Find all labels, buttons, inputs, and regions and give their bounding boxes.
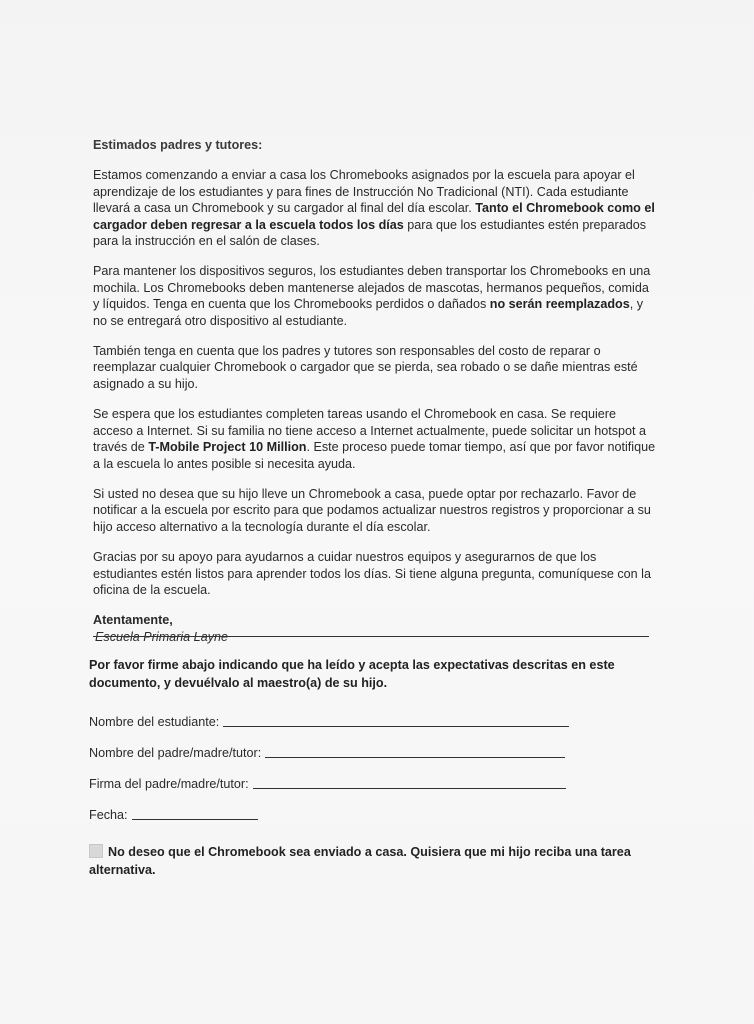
paragraph-thanks: Gracias por su apoyo para ayudarnos a cuidar nuestros equipos y asegurarnos de que los estudiantes estén listos para aprender todos los días. Si tiene alguna pregunta, comuníquese con la oficina de la escuela. [93, 550, 651, 597]
parent-signature-line[interactable] [253, 776, 566, 789]
divider [93, 636, 649, 637]
paragraph-opt-out: Si usted no desea que su hijo lleve un Chromebook a casa, puede optar por rechazarlo. Favor de notificar a la escuela por escrito para que podamos actualizar nuestros registros y proporcionar a su hijo acceso alternativo a la tecnología durante el día escolar. [93, 486, 651, 534]
greeting: Estimados padres y tutores: [93, 138, 263, 152]
field-label: Nombre del estudiante: [89, 715, 220, 729]
field-label: Nombre del padre/madre/tutor: [89, 746, 262, 760]
parent-name-line[interactable] [265, 745, 565, 758]
text: Se espera que los estudiantes completen tareas usando el Chromebook en casa. Se requiere acceso a Internet. Si su familia no tiene acceso a Internet actualmente, puede solicitar un hotspot a través de [93, 407, 647, 455]
signature-form [89, 657, 659, 879]
text: para que los estudiantes estén preparados para la instrucción en el salón de clases. [93, 217, 647, 249]
closing [93, 612, 658, 645]
text: Para mantener los dispositivos seguros, los estudiantes deben transportar los Chromebooks en una mochila. Los Chromebooks deben mantenerse alejados de mascotas, hermanos pequeños, comida y líquidos. Tenga en cuenta que los Chromebooks perdidos o dañados [93, 264, 651, 312]
paragraph-device-safety [93, 263, 658, 329]
salutation: Atentamente, [93, 613, 173, 628]
text: . Este proceso puede tomar tiempo, así que por favor notifique a la escuela lo antes posible si necesita ayuda. [93, 440, 656, 471]
bold-text: Tanto el Chromebook como el cargador deben regresar a la escuela todos los días [93, 201, 655, 232]
parent-signature-field[interactable] [89, 776, 659, 807]
text: Estamos comenzando a enviar a casa los Chromebooks asignados por la escuela para apoyar el aprendizaje de los estudiantes y para fines de Instrucción No Tradicional (NTI). Cada estudiante llevará a casa un Chromebook y su cargador al final del día escolar. [93, 168, 635, 216]
paragraph-responsibility: También tenga en cuenta que los padres y tutores son responsables del costo de reparar o reemplazar cualquier Chromebook o cargador que se pierda, sea robado o se dañe mientras esté asignado a su hijo. [93, 344, 638, 391]
date-line[interactable] [132, 807, 258, 820]
opt-out-checkbox[interactable] [89, 844, 103, 858]
bold-text: T-Mobile Project 10 Million [148, 440, 307, 455]
student-name-field[interactable] [89, 714, 659, 745]
form-instruction: Por favor firme abajo indicando que ha leído y acepta las expectativas descritas en este documento, y devuélvalo al maestro(a) de su hijo. [89, 658, 615, 690]
opt-out-label: No deseo que el Chromebook sea enviado a casa. Quisiera que mi hijo reciba una tarea alternativa. [89, 845, 631, 877]
field-label: Fecha: [89, 808, 128, 822]
date-field[interactable] [89, 807, 659, 838]
student-name-line[interactable] [223, 714, 569, 727]
bold-text: no serán reemplazados [489, 297, 630, 312]
text: , y no se entregará otro dispositivo al estudiante. [93, 297, 644, 328]
opt-out-option[interactable] [89, 844, 659, 879]
parent-name-field[interactable] [89, 745, 659, 776]
signer: Escuela Primaria Layne [95, 629, 228, 644]
letter-body [93, 137, 658, 645]
field-label: Firma del padre/madre/tutor: [89, 777, 249, 791]
paragraph-chromebook-program [93, 167, 658, 249]
paragraph-internet [93, 406, 658, 472]
